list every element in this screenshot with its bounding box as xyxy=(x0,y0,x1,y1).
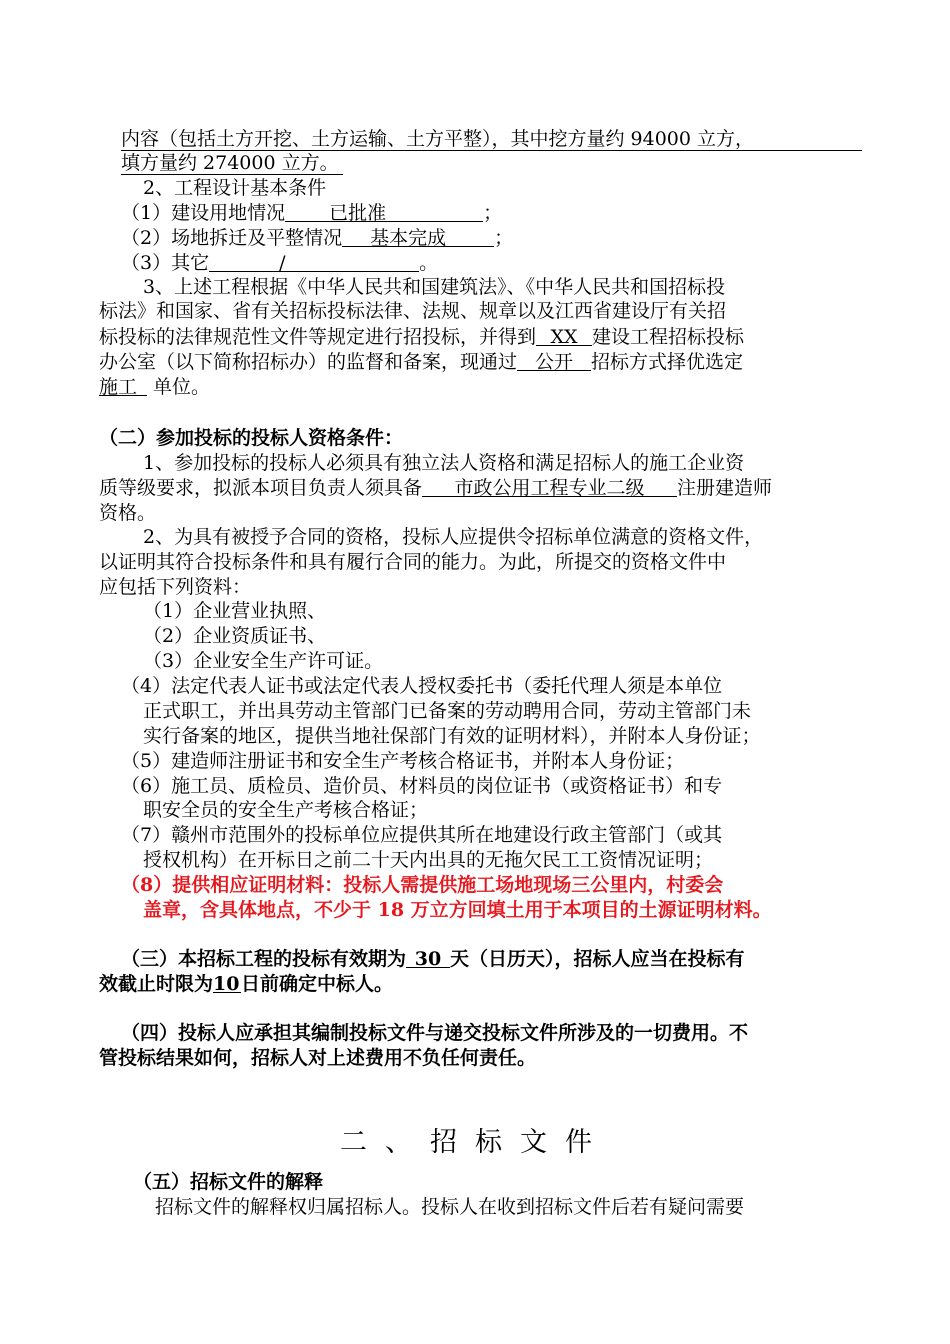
doc-item-4-line-1: （4）法定代表人证书或法定代表人授权委托书（委托代理人须是本单位 xyxy=(121,675,723,697)
validity-text-end: 天（日历天），招标人应当在投标有 xyxy=(450,948,745,970)
agency-value: XX xyxy=(550,326,578,348)
basis-line-3-end: 建设工程招标投标 xyxy=(592,326,745,348)
interpretation-heading: （五）招标文件的解释 xyxy=(133,1171,324,1193)
engineer-level-value: 市政公用工程专业二级 xyxy=(454,477,645,499)
doc-item-8-line-2: 盖章，含具体地点，不少于 18 万立方回填土用于本项目的土源证明材料。 xyxy=(143,899,772,921)
deadline-text: 效截止时限为 xyxy=(99,973,214,995)
doc-item-7-line-1: （7）赣州市范围外的投标单位应提供其所在地建设行政主管部门（或其 xyxy=(121,824,723,846)
demolition-end: ； xyxy=(494,227,514,249)
agency-field xyxy=(536,325,592,346)
design-heading: 2、工程设计基本条件 xyxy=(143,177,327,199)
qualification-heading: （二）参加投标的投标人资格条件： xyxy=(99,427,404,449)
demolition-label: （2）场地拆迁及平整情况 xyxy=(121,227,343,249)
doc-item-8-number: （8） xyxy=(121,874,173,896)
doc-item-1: （1）企业营业执照、 xyxy=(143,600,327,622)
basis-line-2: 标法》和国家、省有关招标投标法律、法规、规章以及江西省建设厅有关招 xyxy=(99,300,727,322)
method-field xyxy=(517,350,591,371)
qual-p2-line-1: 2、为具有被授予合同的资格，投标人应提供令招标单位满意的资格文件， xyxy=(143,526,764,548)
qual-p2-line-3: 应包括下列资料： xyxy=(99,576,252,598)
engineer-level-field xyxy=(422,476,677,497)
other-line xyxy=(121,251,438,275)
land-use-label: （1）建设用地情况 xyxy=(121,202,286,224)
method-value: 公开 xyxy=(535,351,574,373)
other-field xyxy=(209,251,419,272)
qual-p1-line-1: 1、参加投标的投标人必须具有独立法人资格和满足招标人的施工企业资 xyxy=(143,452,745,474)
doc-item-6-line-1: （6）施工员、质检员、造价员、材料员的岗位证书（或资格证书）和专 xyxy=(121,775,723,797)
validity-line-2 xyxy=(99,972,393,996)
basis-line-3-text: 标投标的法律规范性文件等规定进行招投标，并得到 xyxy=(99,326,537,348)
deadline-text-end: 日前确定中标人。 xyxy=(241,973,394,995)
doc-item-3: （3）企业安全生产许可证。 xyxy=(143,650,384,672)
qual-p1-line-3: 资格。 xyxy=(99,502,157,524)
validity-line-1 xyxy=(121,947,745,971)
basis-line-1: 3、上述工程根据《中华人民共和国建筑法》、《中华人民共和国招标投 xyxy=(143,276,726,298)
doc-item-7-line-2: 授权机构）在开标日之前二十天内出具的无拖欠民工工资情况证明； xyxy=(143,849,714,871)
land-use-line xyxy=(121,201,502,225)
validity-days-value: 30 xyxy=(414,948,442,970)
validity-text: （三）本招标工程的投标有效期为 xyxy=(121,948,407,970)
scope-line-1: 内容（包括土方开挖、土方运输、土方平整），其中挖方量约 94000 立方， xyxy=(121,128,755,150)
scope-line-2: 填方量约 274000 立方。 xyxy=(121,152,339,174)
other-value: / xyxy=(279,252,286,274)
scope-underline-2 xyxy=(121,174,343,175)
qual-p2-line-2: 以证明其符合投标条件和具有履行合同的能力。为此，所提交的资格文件中 xyxy=(99,551,727,573)
demolition-line xyxy=(121,226,513,250)
basis-line-4-end: 招标方式择优选定 xyxy=(591,351,744,373)
deadline-days-value: 10 xyxy=(213,973,240,995)
basis-line-5 xyxy=(99,375,210,399)
doc-item-5: （5）建造师注册证书和安全生产考核合格证书，并附本人身份证； xyxy=(121,750,685,772)
cost-line-1: （四）投标人应承担其编制投标文件与递交投标文件所涉及的一切费用。不 xyxy=(121,1022,749,1044)
land-use-end: ； xyxy=(483,202,503,224)
qual-p1-line-2-end: 注册建造师 xyxy=(677,477,773,499)
doc-item-2: （2）企业资质证书、 xyxy=(143,625,327,647)
cost-line-2: 管投标结果如何，招标人对上述费用不负任何责任。 xyxy=(99,1047,537,1069)
bid-type-field xyxy=(99,375,147,396)
basis-line-4-text: 办公室（以下简称招标办）的监督和备案，现通过 xyxy=(99,351,518,373)
doc-item-8-line-1 xyxy=(121,873,723,897)
doc-item-4-line-3: 实行备案的地区，提供当地社保部门有效的证明材料），并附本人身份证； xyxy=(143,725,761,747)
doc-item-6-line-2: 职安全员的安全生产考核合格证； xyxy=(143,799,429,821)
land-use-value: 已批准 xyxy=(329,202,387,224)
validity-days-field xyxy=(406,947,450,968)
basis-line-4 xyxy=(99,350,743,374)
other-end: 。 xyxy=(419,252,439,274)
basis-line-3 xyxy=(99,325,744,349)
other-label: （3）其它 xyxy=(121,252,210,274)
section-title: 二、招标文件 xyxy=(340,1127,610,1158)
doc-item-8-text-1: 提供相应证明材料：投标人需提供施工场地现场三公里内，村委会 xyxy=(172,874,724,896)
deadline-days-field xyxy=(213,972,241,993)
interpretation-body: 招标文件的解释权归属招标人。投标人在收到招标文件后若有疑问需要 xyxy=(155,1196,745,1218)
qual-p1-line-2 xyxy=(99,476,772,500)
demolition-field xyxy=(342,226,494,247)
doc-item-4-line-2: 正式职工，并出具劳动主管部门已备案的劳动聘用合同，劳动主管部门未 xyxy=(143,700,752,722)
bid-type-value: 施工 xyxy=(99,376,138,398)
land-use-field xyxy=(285,201,483,222)
qual-p1-line-2-text: 质等级要求，拟派本项目负责人须具备 xyxy=(99,477,423,499)
basis-line-5-end: 单位。 xyxy=(153,376,211,398)
demolition-value: 基本完成 xyxy=(370,227,447,249)
